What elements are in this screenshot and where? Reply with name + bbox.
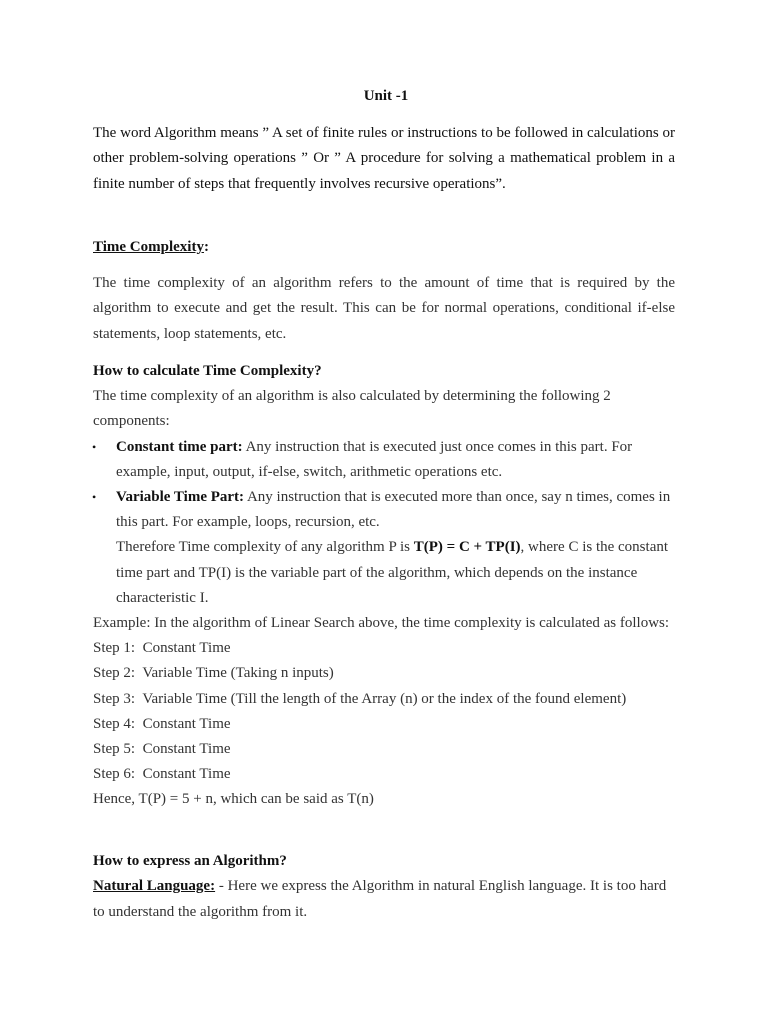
components-list xyxy=(93,435,675,536)
bullet-term: Variable Time Part: xyxy=(116,489,245,506)
example-paragraph: Example: In the algorithm of Linear Search above, the time complexity is calculated as follows: xyxy=(93,615,670,632)
list-item: Step 1: Constant Time xyxy=(93,640,231,657)
natural-language-paragraph xyxy=(93,874,675,925)
list-item xyxy=(93,485,675,535)
time-complexity-heading xyxy=(93,235,209,259)
calculate-heading: How to calculate Time Complexity? xyxy=(93,363,322,379)
list-item: Step 3: Variable Time (Till the length of the Array (n) or the index of the found element) xyxy=(93,690,627,707)
therefore-paragraph xyxy=(93,535,675,611)
therefore-text-before: Therefore Time complexity of any algorithm P is xyxy=(116,539,414,556)
intro-paragraph: The word Algorithm means ” A set of finite rules or instructions to be followed in calculations or other problem-solving operations ” Or ” A procedure for solving a mathematical problem in a finite number of steps that frequently involves recursive operations”. xyxy=(93,125,675,192)
steps-list xyxy=(93,636,675,787)
therefore-text-after: , where C is the constant time part and TP(I) is the variable part of the algorithm, which depends on the instance characteristic I. xyxy=(116,539,669,606)
natural-language-label: Natural Language: xyxy=(93,878,216,895)
bullet-text: Any instruction that is executed just once comes in this part. For example, input, output, if-else, switch, arithmetic operations etc. xyxy=(116,438,633,480)
bullet-icon: • xyxy=(92,490,97,505)
express-heading: How to express an Algorithm? xyxy=(93,853,287,869)
bullet-term: Constant time part: xyxy=(116,438,243,455)
list-item xyxy=(93,435,675,485)
time-complexity-paragraph: The time complexity of an algorithm refers to the amount of time that is required by the algorithm to execute and get the result. This can be for normal operations, conditional if-else statements, loop statements, etc. xyxy=(93,275,675,342)
bullet-icon: • xyxy=(92,439,97,454)
bullet-text: Any instruction that is executed more than once, say n times, comes in this part. For example, loops, recursion, etc. xyxy=(116,489,671,531)
natural-language-text: - Here we express the Algorithm in natural English language. It is too hard to understand the algorithm from it. xyxy=(93,878,667,920)
calculate-section xyxy=(93,359,675,813)
time-complexity-heading-colon: : xyxy=(203,239,209,255)
therefore-formula: T(P) = C + TP(I) xyxy=(413,539,521,556)
hence-paragraph: Hence, T(P) = 5 + n, which can be said as T(n) xyxy=(93,791,374,808)
list-item: Step 4: Constant Time xyxy=(93,715,231,732)
list-item: Step 6: Constant Time xyxy=(93,766,231,783)
calculate-intro: The time complexity of an algorithm is also calculated by determining the following 2 components: xyxy=(93,388,611,430)
page-title: Unit -1 xyxy=(363,88,409,104)
list-item: Step 2: Variable Time (Taking n inputs) xyxy=(93,665,334,682)
time-complexity-heading-text: Time Complexity xyxy=(93,239,204,255)
express-section xyxy=(93,849,675,925)
list-item: Step 5: Constant Time xyxy=(93,741,231,758)
